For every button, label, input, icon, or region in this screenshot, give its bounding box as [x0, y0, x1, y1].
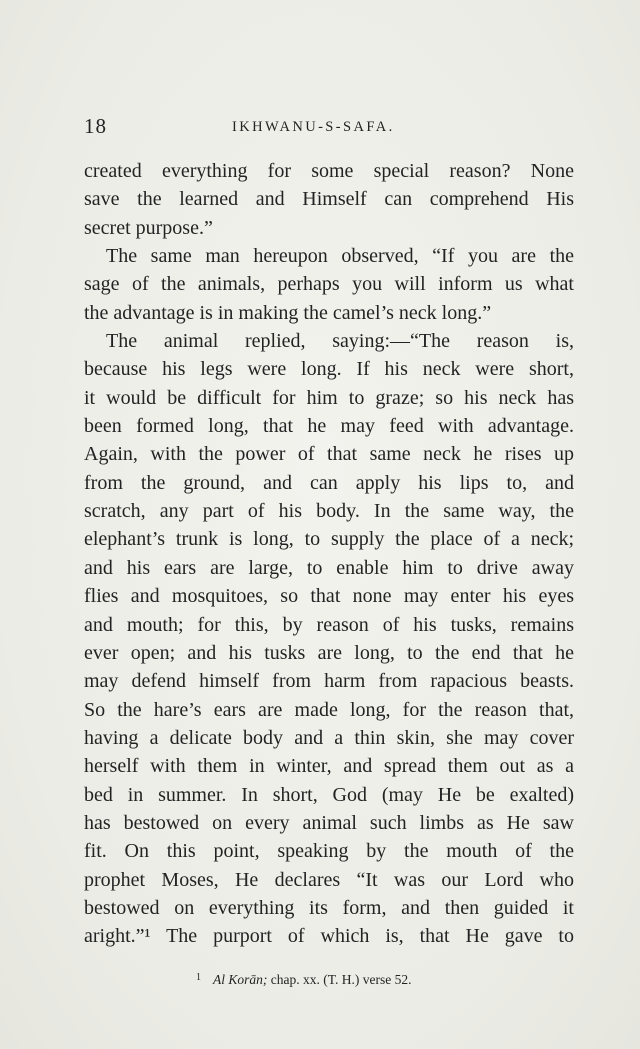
text-line: having a delicate body and a thin skin, she may cover [84, 726, 574, 749]
text-line: created everything for some special reason? None [84, 160, 574, 182]
text-line: Again, with the power of that same neck he rises up [84, 443, 574, 466]
text-line: prophet Moses, He declares “It was our Lord who [84, 868, 574, 891]
text-line: So the hare’s ears are made long, for the reason that, [84, 698, 574, 721]
text-line: The same man hereupon observed, “If you are the [106, 245, 574, 268]
text-line: may defend himself from harm from rapacious beasts. [84, 670, 574, 693]
text-line: aright.”¹ The purport of which is, that He gave to [84, 925, 574, 948]
text-line: been formed long, that he may feed with advantage. [84, 415, 574, 438]
text-line: herself with them in winter, and spread them out as a [84, 755, 574, 778]
text-line: scratch, any part of his body. In the same way, the [84, 500, 574, 523]
footnote-source-title: Al Korān; [213, 972, 268, 987]
footnote [196, 972, 411, 988]
body-text [84, 157, 574, 951]
text-line: fit. On this point, speaking by the mouth of the [84, 840, 574, 863]
footnote-citation: chap. xx. (T. H.) verse 52. [270, 972, 412, 987]
running-title: IKHWANU-S-SAFA. [232, 119, 395, 135]
text-line: the advantage is in making the camel’s neck long.” [84, 301, 492, 324]
text-line: has bestowed on every animal such limbs as He saw [84, 811, 574, 834]
running-head [84, 114, 574, 142]
page-number: 18 [84, 114, 107, 138]
text-line: ever open; and his tusks are long, to the end that he [84, 641, 574, 664]
text-line: secret purpose.” [84, 216, 213, 239]
text-line: because his legs were long. If his neck were short, [84, 358, 574, 381]
text-line: from the ground, and can apply his lips to, and [84, 471, 574, 494]
text-line: and his ears are large, to enable him to drive away [84, 556, 574, 579]
text-line: save the learned and Himself can comprehend His [84, 188, 574, 211]
text-line: bed in summer. In short, God (may He be exalted) [84, 783, 574, 806]
text-line: bestowed on everything its form, and then guided it [84, 896, 574, 919]
text-line: The animal replied, saying:—“The reason is, [106, 330, 574, 353]
text-line: elephant’s trunk is long, to supply the place of a neck; [84, 528, 574, 551]
text-line: and mouth; for this, by reason of his tusks, remains [84, 613, 574, 636]
text-line: flies and mosquitoes, so that none may enter his eyes [84, 585, 574, 608]
footnote-marker: 1 [196, 972, 201, 983]
text-line: it would be difficult for him to graze; so his neck has [84, 386, 574, 409]
text-line: sage of the animals, perhaps you will inform us what [84, 273, 574, 296]
